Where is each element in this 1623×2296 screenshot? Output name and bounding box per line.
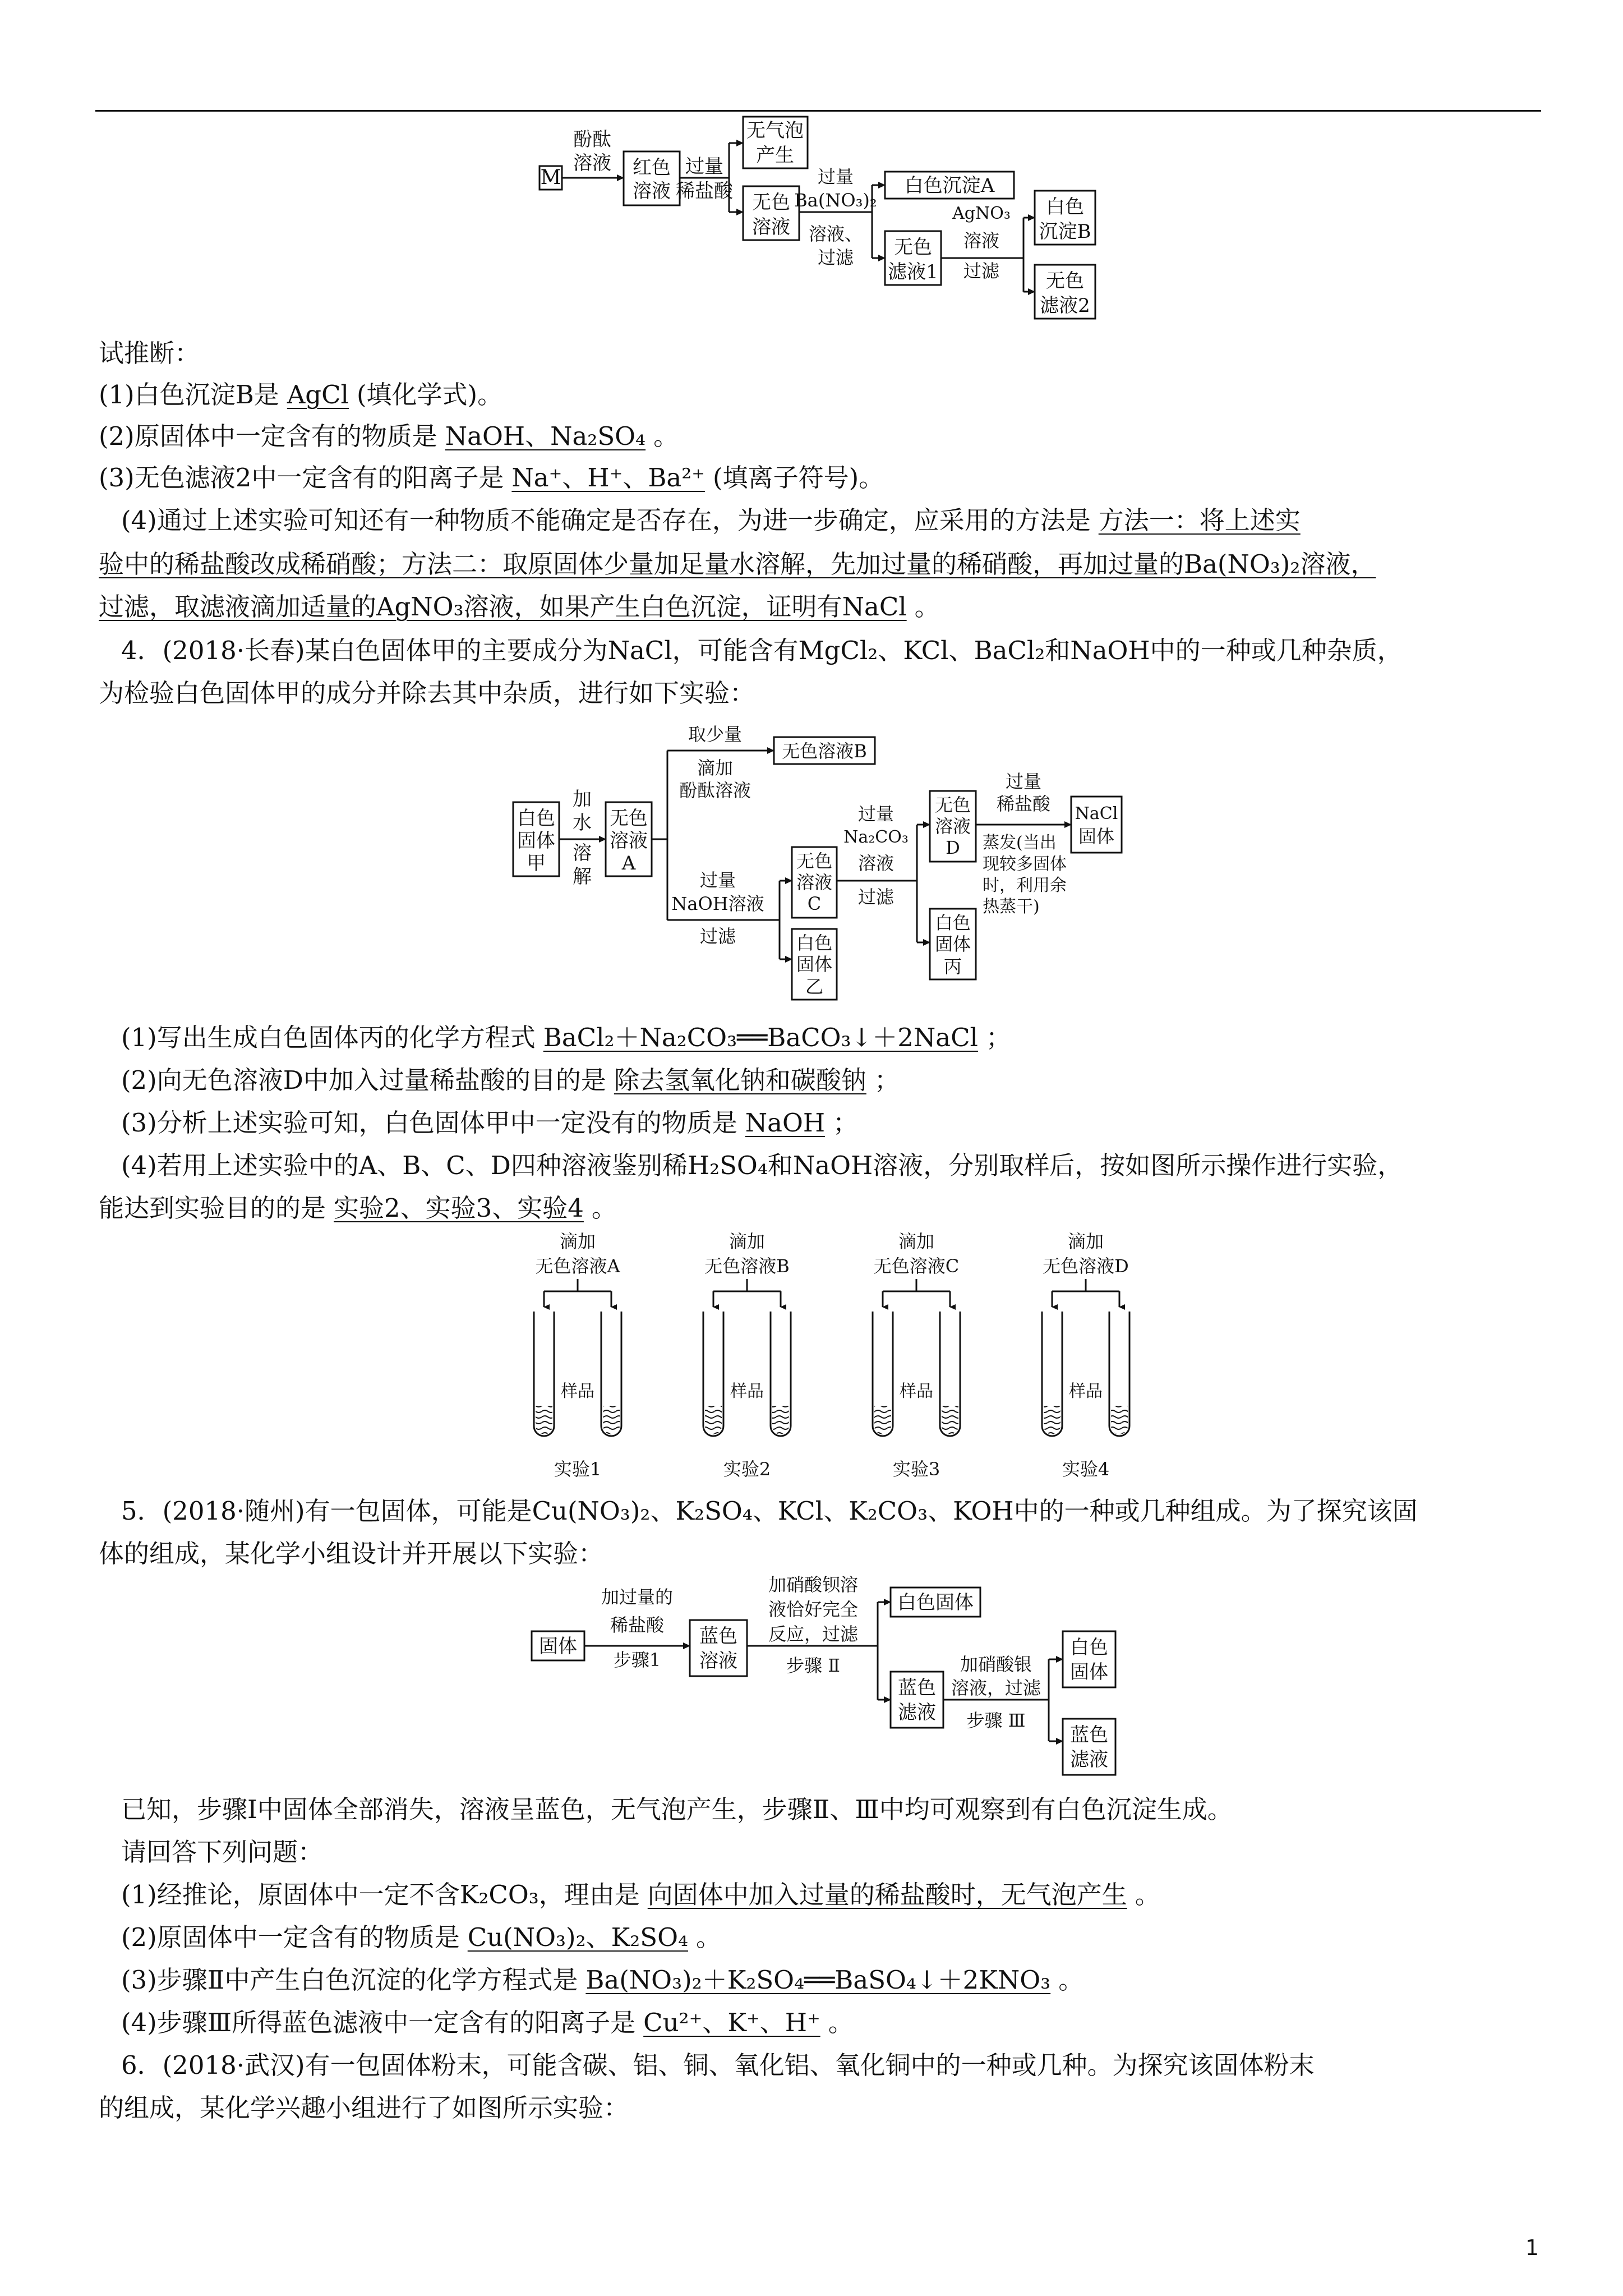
sample-liquid <box>942 1406 958 1434</box>
q4-s4: 能达到实验目的的是 实验2、实验3、实验4 。 <box>99 1193 617 1223</box>
q5-line1: 5．(2018·随州)有一包固体，可能是Cu(NO₃)₂、K₂SO₄、KCl、K₂CO₃、KOH中的一种或几种组成。为了探究该固 <box>121 1496 1418 1526</box>
drop-label: 滴加 <box>728 1231 766 1252</box>
svg-text:AgNO₃: AgNO₃ <box>952 204 1011 223</box>
svg-text:丙: 丙 <box>943 956 962 977</box>
svg-text:溶液: 溶液 <box>610 830 648 852</box>
experiment-label: 实验2 <box>723 1458 771 1480</box>
svg-text:白色沉淀A: 白色沉淀A <box>904 174 995 197</box>
q3-s4-answer-3: 过滤，取滤液滴加适量的AgNO₃溶液，如果产生白色沉淀，证明有NaCl <box>99 592 907 622</box>
flowchart-nacl <box>505 718 1189 1004</box>
q4-s2: (2)向无色溶液D中加入过量稀盐酸的目的是 除去氢氧化钠和碳酸钠 ； <box>121 1065 900 1095</box>
svg-text:无色: 无色 <box>610 807 648 830</box>
experiment-3 <box>873 1231 960 1480</box>
q3-s4-end: 过滤，取滤液滴加适量的AgNO₃溶液，如果产生白色沉淀，证明有NaCl 。 <box>99 592 940 622</box>
solution-label: 无色溶液B <box>704 1255 790 1277</box>
sample-label: 样品 <box>730 1382 764 1401</box>
svg-text:过滤: 过滤 <box>699 926 736 947</box>
svg-text:溶液: 溶液 <box>796 872 833 893</box>
svg-text:稀盐酸: 稀盐酸 <box>610 1614 665 1636</box>
sample-label: 样品 <box>900 1382 933 1401</box>
solution-label: 无色溶液C <box>873 1255 960 1277</box>
sample-liquid <box>1044 1406 1061 1434</box>
svg-text:滤液1: 滤液1 <box>888 261 938 283</box>
q3-s4: (4)通过上述实验可知还有一种物质不能确定是否存在，为进一步确定，应采用的方法是 方法一：将上述实 <box>121 498 1562 543</box>
sample-label: 样品 <box>561 1382 594 1401</box>
experiment-label: 实验3 <box>892 1458 940 1480</box>
q5-line2: 体的组成，某化学小组设计并开展以下实验： <box>99 1539 604 1568</box>
svg-text:解: 解 <box>573 866 592 888</box>
q5-s3: (3)步骤Ⅱ中产生白色沉淀的化学方程式是 Ba(NO₃)₂＋K₂SO₄══BaSO₄↓＋2KNO₃ 。 <box>121 1965 1084 1995</box>
svg-text:取少量: 取少量 <box>688 724 743 745</box>
q5-s1: (1)经推论，原固体中一定不含K₂CO₃，理由是 向固体中加入过量的稀盐酸时，无气泡产生 。 <box>121 1880 1160 1910</box>
sample-liquid <box>705 1406 722 1434</box>
svg-text:稀盐酸: 稀盐酸 <box>996 793 1051 815</box>
svg-text:无色: 无色 <box>934 794 971 816</box>
svg-text:反应，过滤: 反应，过滤 <box>768 1623 859 1645</box>
q3-s2-answer: NaOH、Na₂SO₄ <box>445 421 646 451</box>
svg-text:乙: 乙 <box>805 976 824 997</box>
svg-text:酚酞: 酚酞 <box>573 128 611 151</box>
svg-text:过滤: 过滤 <box>817 247 854 268</box>
solution-label: 无色溶液A <box>535 1255 620 1277</box>
svg-text:无色溶液B: 无色溶液B <box>782 740 867 762</box>
sample-liquid <box>874 1406 891 1434</box>
svg-text:无色: 无色 <box>1046 270 1084 292</box>
svg-text:过量: 过量 <box>817 166 854 187</box>
svg-text:滤液2: 滤液2 <box>1040 295 1090 317</box>
svg-text:步骤 Ⅲ: 步骤 Ⅲ <box>966 1710 1026 1731</box>
header-rule <box>95 110 1541 112</box>
svg-text:无色: 无色 <box>752 191 790 214</box>
q4-s4-answer: 实验2、实验3、实验4 <box>334 1193 584 1223</box>
sample-liquid <box>772 1406 789 1434</box>
svg-text:溶液: 溶液 <box>752 216 790 238</box>
svg-text:加硝酸钡溶: 加硝酸钡溶 <box>768 1575 859 1595</box>
q3-s4-answer-1: 方法一：将上述实 <box>1098 505 1301 535</box>
svg-text:白色: 白色 <box>796 932 833 954</box>
q4-line2: 为检验白色固体甲的成分并除去其中杂质，进行如下实验： <box>99 678 755 708</box>
svg-text:蓝色: 蓝色 <box>898 1677 936 1699</box>
q6-line2: 的组成，某化学兴趣小组进行了如图所示实验： <box>99 2093 629 2123</box>
svg-text:滤液: 滤液 <box>898 1701 936 1724</box>
experiment-1 <box>534 1231 621 1480</box>
drop-label: 滴加 <box>1067 1231 1104 1252</box>
svg-text:固体: 固体 <box>796 954 833 975</box>
q3-s3-answer: Na⁺、H⁺、Ba²⁺ <box>511 463 706 493</box>
svg-text:加: 加 <box>573 788 592 811</box>
svg-text:NaCl: NaCl <box>1075 804 1118 823</box>
svg-text:蒸发(当出: 蒸发(当出 <box>983 833 1057 853</box>
svg-text:溶液: 溶液 <box>573 152 611 174</box>
svg-text:白色: 白色 <box>934 912 971 933</box>
svg-text:Ba(NO₃)₂: Ba(NO₃)₂ <box>794 190 877 211</box>
svg-text:液恰好完全: 液恰好完全 <box>768 1599 859 1620</box>
experiment-4 <box>1042 1231 1129 1480</box>
svg-text:加过量的: 加过量的 <box>601 1586 674 1608</box>
page-number: 1 <box>1525 2235 1539 2260</box>
q5-s4: (4)步骤Ⅲ所得蓝色滤液中一定含有的阳离子是 Cu²⁺、K⁺、H⁺ 。 <box>121 2008 854 2037</box>
svg-text:固体: 固体 <box>1070 1661 1108 1683</box>
svg-text:无色: 无色 <box>796 850 833 872</box>
svg-text:过量: 过量 <box>1005 771 1042 792</box>
experiment-2 <box>703 1231 791 1480</box>
q4-s1-answer: BaCl₂＋Na₂CO₃══BaCO₃↓＋2NaCl <box>543 1023 978 1052</box>
sample-liquid <box>536 1406 552 1434</box>
svg-text:无色: 无色 <box>894 236 932 259</box>
svg-text:溶液、: 溶液、 <box>808 223 863 245</box>
q3-s1-answer: AgCl <box>287 380 349 409</box>
svg-text:D: D <box>946 837 960 858</box>
q5-s3-answer: Ba(NO₃)₂＋K₂SO₄══BaSO₄↓＋2KNO₃ <box>585 1965 1051 1995</box>
svg-text:滤液: 滤液 <box>1070 1749 1108 1771</box>
svg-text:蓝色: 蓝色 <box>1070 1724 1108 1746</box>
svg-text:A: A <box>621 852 636 875</box>
q5-known: 已知，步骤Ⅰ中固体全部消失，溶液呈蓝色，无气泡产生，步骤Ⅱ、Ⅲ中均可观察到有白色沉淀生成。 <box>121 1795 1233 1824</box>
svg-text:溶液: 溶液 <box>699 1650 737 1672</box>
svg-text:酚酞溶液: 酚酞溶液 <box>679 780 751 801</box>
svg-text:滴加: 滴加 <box>697 757 734 779</box>
svg-text:水: 水 <box>573 812 592 834</box>
svg-text:无气泡: 无气泡 <box>746 119 804 142</box>
solution-label: 无色溶液D <box>1043 1255 1129 1277</box>
flowchart-blue-solution <box>527 1575 1166 1783</box>
q4-s4-line1: (4)若用上述实验中的A、B、C、D四种溶液鉴别稀H₂SO₄和NaOH溶液，分别取样后，按如图所示操作进行实验， <box>121 1151 1403 1180</box>
svg-text:红色: 红色 <box>633 157 671 179</box>
q4-s2-answer: 除去氢氧化钠和碳酸钠 <box>614 1065 866 1095</box>
svg-text:白色: 白色 <box>517 807 555 830</box>
q4-s3: (3)分析上述实验可知，白色固体甲中一定没有的物质是 NaOH ； <box>121 1108 859 1138</box>
q5-s1-answer: 向固体中加入过量的稀盐酸时，无气泡产生 <box>647 1880 1127 1910</box>
experiment-label: 实验1 <box>554 1458 602 1480</box>
svg-text:溶: 溶 <box>573 842 592 864</box>
test-tube-experiments <box>505 1228 1206 1487</box>
svg-text:过量: 过量 <box>857 803 895 825</box>
svg-text:过滤: 过滤 <box>857 886 895 908</box>
sample-label: 样品 <box>1069 1382 1103 1401</box>
svg-text:固体: 固体 <box>517 830 555 852</box>
svg-text:时，利用余: 时，利用余 <box>983 876 1067 895</box>
svg-text:稀盐酸: 稀盐酸 <box>676 180 733 203</box>
q3-s4-answer-2: 验中的稀盐酸改成稀硝酸；方法二：取原固体少量加足量水溶解，先加过量的稀硝酸，再加过量的Ba(NO₃)₂溶液， <box>99 549 1376 579</box>
q6-line1: 6．(2018·武汉)有一包固体粉末，可能含碳、铝、铜、氧化铝、氧化铜中的一种或几种。为探究该固体粉末 <box>121 2050 1315 2080</box>
svg-text:固体: 固体 <box>539 1635 577 1658</box>
svg-text:热蒸干): 热蒸干) <box>983 897 1040 917</box>
svg-text:白色: 白色 <box>1046 196 1084 218</box>
svg-text:白色固体: 白色固体 <box>897 1591 974 1614</box>
svg-text:NaOH溶液: NaOH溶液 <box>671 893 764 914</box>
q4-s1: (1)写出生成白色固体丙的化学方程式 BaCl₂＋Na₂CO₃══BaCO₃↓＋2NaCl ； <box>121 1023 1011 1052</box>
svg-text:C: C <box>807 893 822 914</box>
svg-text:现较多固体: 现较多固体 <box>983 854 1067 874</box>
svg-text:溶液: 溶液 <box>963 230 1000 251</box>
svg-text:固体: 固体 <box>1078 826 1115 847</box>
svg-text:溶液: 溶液 <box>633 180 671 203</box>
svg-text:沉淀B: 沉淀B <box>1039 220 1091 243</box>
svg-text:蓝色: 蓝色 <box>699 1625 737 1648</box>
svg-text:Na₂CO₃: Na₂CO₃ <box>843 827 909 847</box>
q5-s2: (2)原固体中一定含有的物质是 Cu(NO₃)₂、K₂SO₄ 。 <box>121 1922 722 1952</box>
svg-text:白色: 白色 <box>1070 1636 1108 1659</box>
svg-text:溶液: 溶液 <box>934 816 971 837</box>
svg-text:甲: 甲 <box>527 852 546 875</box>
q3-intro: 试推断： <box>99 338 200 368</box>
svg-text:加硝酸银: 加硝酸银 <box>960 1654 1032 1675</box>
sample-liquid <box>1111 1406 1128 1434</box>
q5-s2-answer: Cu(NO₃)₂、K₂SO₄ <box>467 1922 689 1952</box>
sample-liquid <box>603 1406 620 1434</box>
svg-text:步骤1: 步骤1 <box>613 1649 661 1671</box>
m-label: M <box>540 166 561 189</box>
svg-text:溶液: 溶液 <box>857 853 895 874</box>
q3-s3: (3)无色滤液2中一定含有的阳离子是 Na⁺、H⁺、Ba²⁺ (填离子符号)。 <box>99 463 884 493</box>
q5-ask: 请回答下列问题： <box>121 1837 324 1867</box>
q5-s4-answer: Cu²⁺、K⁺、H⁺ <box>643 2008 820 2037</box>
drop-label: 滴加 <box>559 1231 596 1252</box>
svg-text:溶液，过滤: 溶液，过滤 <box>951 1677 1041 1699</box>
svg-text:产生: 产生 <box>756 144 794 167</box>
q3-s4-cont <box>99 542 1540 587</box>
q4-s3-answer: NaOH <box>745 1108 826 1138</box>
q4-line1: 4．(2018·长春)某白色固体甲的主要成分为NaCl，可能含有MgCl₂、KCl、BaCl₂和NaOH中的一种或几种杂质， <box>121 636 1403 665</box>
experiment-label: 实验4 <box>1062 1458 1110 1480</box>
svg-text:过量: 过量 <box>685 155 723 178</box>
svg-text:固体: 固体 <box>934 933 971 955</box>
svg-text:过量: 过量 <box>699 869 736 891</box>
q3-s1: (1)白色沉淀B是 AgCl (填化学式)。 <box>99 380 503 409</box>
flowchart-m <box>533 112 1178 331</box>
drop-label: 滴加 <box>898 1231 935 1252</box>
svg-text:步骤 Ⅱ: 步骤 Ⅱ <box>786 1655 840 1676</box>
q3-s2: (2)原固体中一定含有的物质是 NaOH、Na₂SO₄ 。 <box>99 421 679 451</box>
svg-text:过滤: 过滤 <box>963 260 1000 282</box>
